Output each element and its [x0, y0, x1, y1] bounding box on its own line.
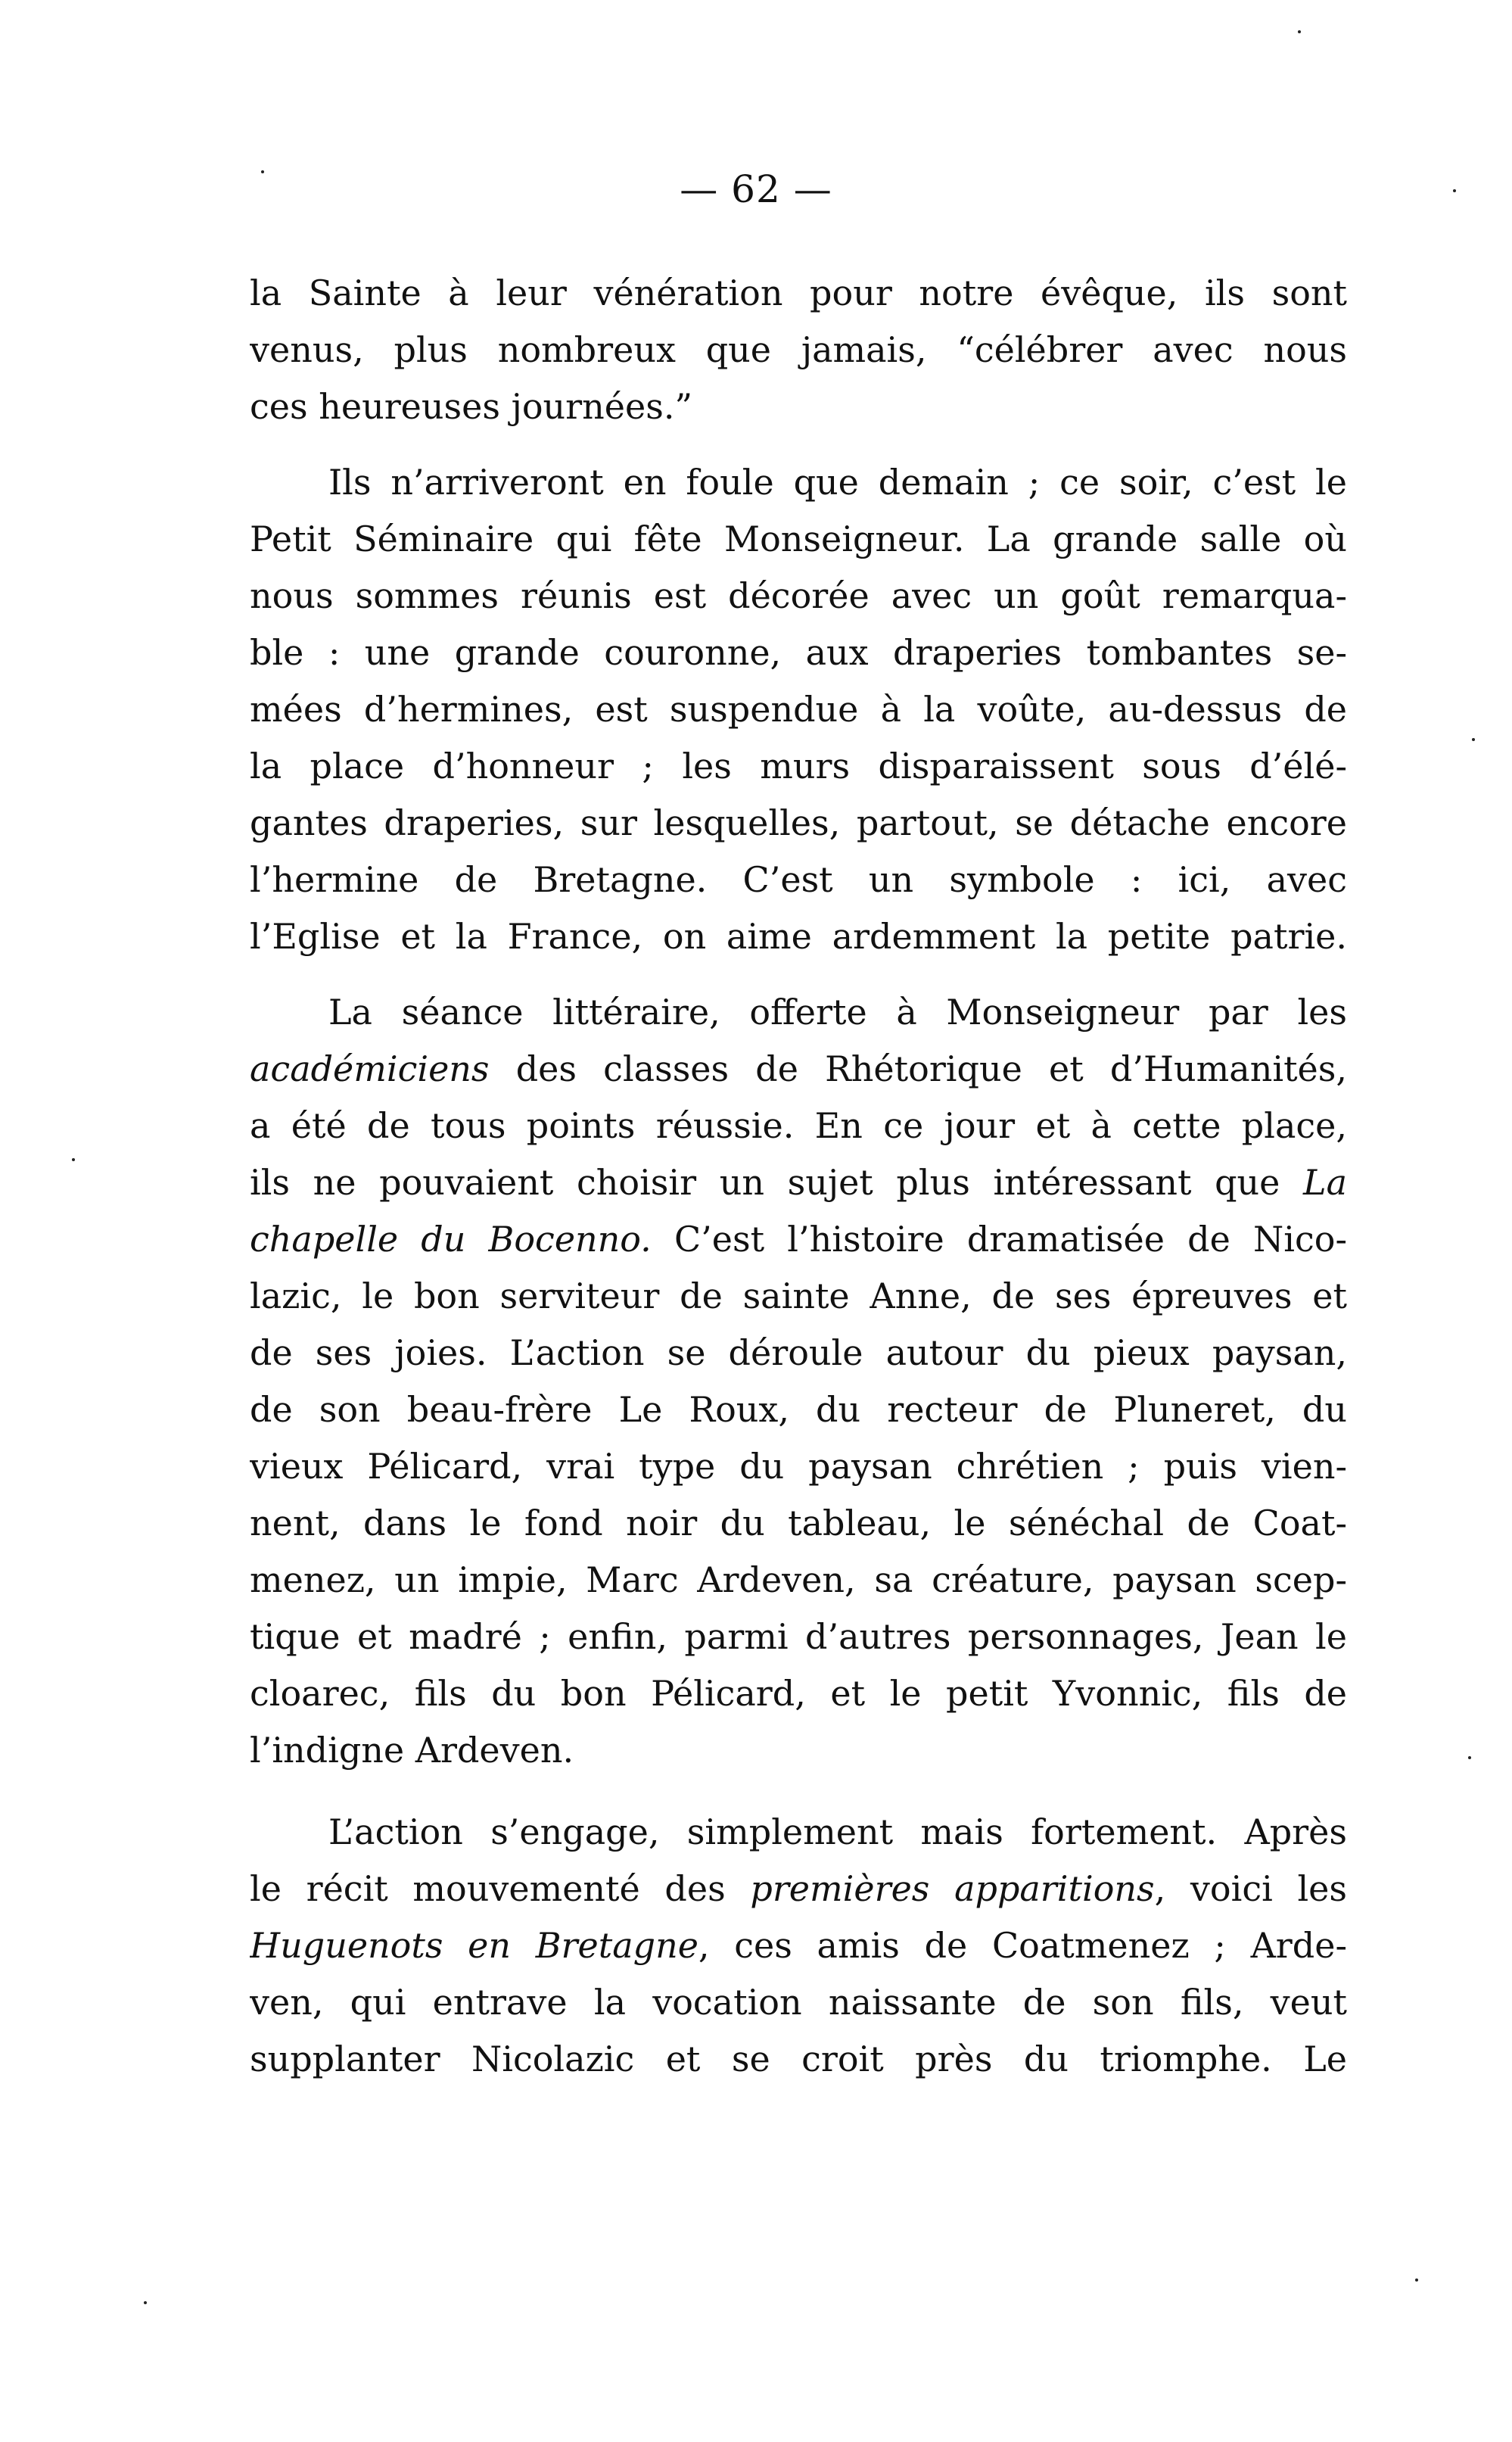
- text-line: ces heureuses journées.”: [250, 386, 692, 427]
- text-run: ils ne pouvaient choisir un sujet plus intéressant que: [250, 1162, 1280, 1203]
- text-run: , voici les: [1154, 1868, 1347, 1909]
- italic-phrase: premières apparitions: [750, 1868, 1155, 1909]
- text-line: gantes draperies, sur lesquelles, partout, se détache encore: [250, 802, 1347, 843]
- page-number: — 62 —: [680, 167, 832, 211]
- text-line: vieux Pélicard, vrai type du paysan chrétien ; puis vien-: [250, 1446, 1347, 1487]
- italic-phrase: académiciens: [250, 1048, 490, 1089]
- text-line: nous sommes réunis est décorée avec un goût remarqua-: [250, 575, 1347, 616]
- scan-speck: [261, 170, 264, 173]
- text-line: supplanter Nicolazic et se croit près du triomphe. Le: [250, 2039, 1347, 2079]
- text-line: de son beau-frère Le Roux, du recteur de Pluneret, du: [250, 1389, 1347, 1430]
- scan-speck: [1415, 2278, 1418, 2282]
- text-line: l’indigne Ardeven.: [250, 1730, 574, 1771]
- paragraph-1: [250, 265, 1347, 435]
- text-line: ble : une grande couronne, aux draperies tombantes se-: [250, 632, 1347, 673]
- text-line: cloarec, fils du bon Pélicard, et le petit Yvonnic, fils de: [250, 1673, 1347, 1714]
- scan-speck: [1298, 30, 1301, 33]
- text-line: de ses joies. L’action se déroule autour du pieux paysan,: [250, 1332, 1347, 1373]
- text-line: mées d’hermines, est suspendue à la voûte, au-dessus de: [250, 689, 1347, 730]
- text-line: l’Eglise et la France, on aime ardemment la petite patrie.: [250, 916, 1347, 957]
- italic-phrase: chapelle du Bocenno.: [250, 1219, 652, 1260]
- text-line: La séance littéraire, offerte à Monseigneur par les: [328, 992, 1347, 1033]
- text-run: C’est l’histoire dramatisée de Nico-: [674, 1219, 1347, 1260]
- text-line: nent, dans le fond noir du tableau, le sénéchal de Coat-: [250, 1503, 1347, 1543]
- scan-speck: [144, 2301, 147, 2304]
- scan-speck: [72, 1158, 75, 1161]
- text-line: la place d’honneur ; les murs disparaissent sous d’élé-: [250, 746, 1347, 786]
- scan-speck: [1453, 189, 1456, 192]
- text-run: le récit mouvementé des: [250, 1868, 726, 1909]
- paragraph-2: [250, 454, 1347, 965]
- text-line: [250, 1861, 1347, 1917]
- text-run: des classes de Rhétorique et d’Humanités,: [515, 1048, 1347, 1089]
- text-run: , ces amis de Coatmenez ; Arde-: [698, 1925, 1347, 1966]
- text-line: tique et madré ; enfin, parmi d’autres personnages, Jean le: [250, 1616, 1347, 1657]
- paragraph-3: [250, 984, 1347, 1779]
- text-line: [250, 1041, 1347, 1098]
- text-line: L’action s’engage, simplement mais fortement. Après: [328, 1811, 1347, 1852]
- text-line: [250, 1211, 1347, 1268]
- text-line: l’hermine de Bretagne. C’est un symbole : ici, avec: [250, 859, 1347, 900]
- text-line: Petit Séminaire qui fête Monseigneur. La grande salle où: [250, 519, 1347, 559]
- text-line: [250, 1154, 1347, 1211]
- italic-phrase: La: [1303, 1162, 1347, 1203]
- paragraph-4: [250, 1804, 1347, 2088]
- text-line: [250, 1917, 1347, 1974]
- text-line: Ils n’arriveront en foule que demain ; ce soir, c’est le: [328, 462, 1347, 503]
- text-line: a été de tous points réussie. En ce jour et à cette place,: [250, 1105, 1347, 1146]
- text-line: menez, un impie, Marc Ardeven, sa créature, paysan scep-: [250, 1559, 1347, 1600]
- text-line: venus, plus nombreux que jamais, “célébrer avec nous: [250, 329, 1347, 370]
- text-line: la Sainte à leur vénération pour notre évêque, ils sont: [250, 273, 1347, 313]
- text-line: lazic, le bon serviteur de sainte Anne, de ses épreuves et: [250, 1276, 1347, 1316]
- scan-speck: [1472, 738, 1475, 741]
- italic-phrase: Huguenots en Bretagne: [250, 1925, 698, 1966]
- scan-speck: [1468, 1756, 1471, 1759]
- text-line: ven, qui entrave la vocation naissante de son fils, veut: [250, 1982, 1347, 2023]
